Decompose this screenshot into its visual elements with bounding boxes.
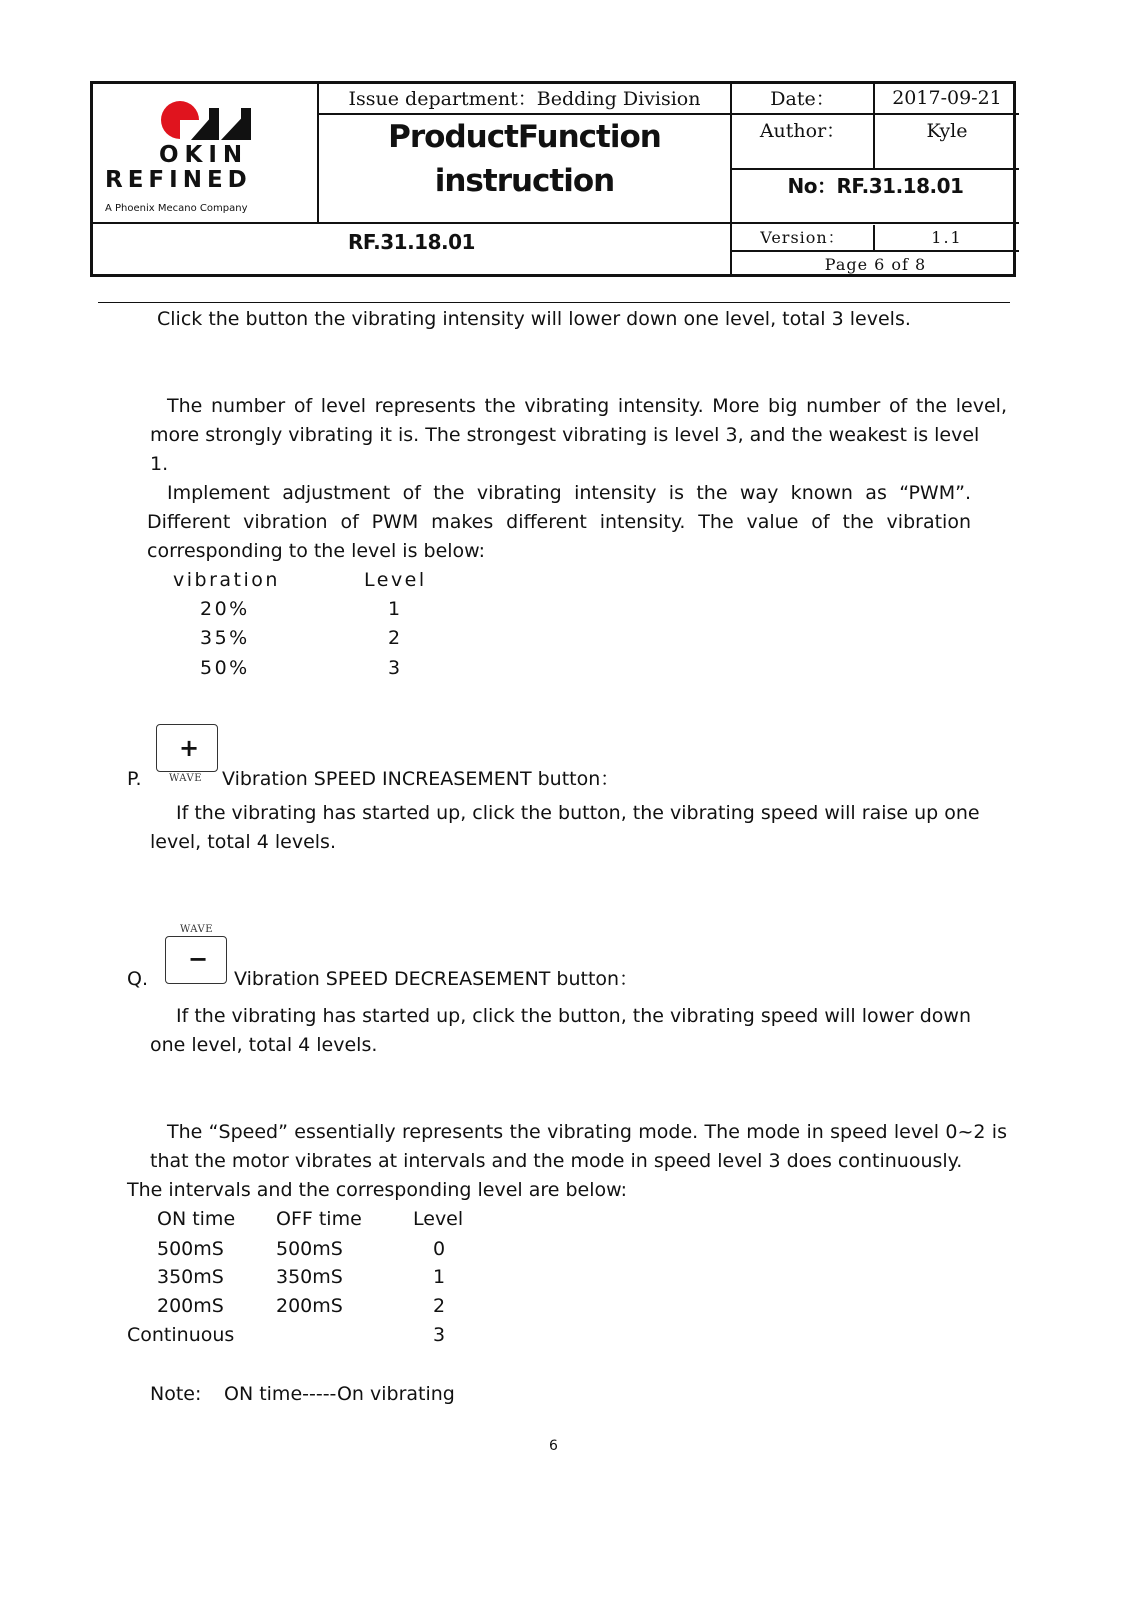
pwm-paragraph-line3: corresponding to the level is below: bbox=[147, 540, 486, 562]
level-paragraph-line3: 1. bbox=[150, 453, 169, 475]
item-q-title: Vibration SPEED DECREASEMENT button： bbox=[234, 968, 639, 990]
item-q-desc-line2: one level, total 4 levels. bbox=[150, 1034, 378, 1056]
vib-row-1-level: 1 bbox=[388, 598, 401, 620]
item-p-desc-line2: level, total 4 levels. bbox=[150, 831, 336, 853]
speed-paragraph-line3: The intervals and the corresponding level are below: bbox=[127, 1179, 628, 1201]
version-value: 1.1 bbox=[931, 228, 963, 247]
speed-row-1-level: 0 bbox=[433, 1238, 446, 1260]
level-paragraph-line2: more strongly vibrating it is. The strongest vibrating is level 3, and the weakest is level bbox=[150, 424, 980, 446]
level-paragraph-line1: The number of level represents the vibrating intensity. More big number of the level, bbox=[167, 395, 1007, 417]
vib-row-2-level: 2 bbox=[388, 627, 401, 649]
page-indicator: Page 6 of 8 bbox=[824, 255, 927, 274]
version-label: Version： bbox=[760, 228, 845, 247]
document-title-line2: instruction bbox=[434, 163, 615, 199]
note-label: Note: bbox=[150, 1383, 202, 1405]
logo-text-okin: OKIN bbox=[159, 142, 249, 168]
plus-icon: + bbox=[179, 734, 200, 762]
pwm-paragraph-line2: Different vibration of PWM makes different intensity. The value of the vibration bbox=[147, 511, 971, 533]
item-p-marker: P. bbox=[127, 768, 142, 790]
speed-row-3-level: 2 bbox=[433, 1295, 446, 1317]
author-value: Kyle bbox=[926, 120, 968, 142]
speed-row-2-level: 1 bbox=[433, 1266, 446, 1288]
speed-paragraph-line1: The “Speed” essentially represents the vibrating mode. The mode in speed level 0~2 is bbox=[167, 1121, 1007, 1143]
speed-row-1-off: 500mS bbox=[276, 1238, 343, 1260]
speed-row-4-on: Continuous bbox=[127, 1324, 235, 1346]
item-p-title: Vibration SPEED INCREASEMENT button： bbox=[222, 768, 620, 790]
document-number: No：RF.31.18.01 bbox=[787, 174, 964, 198]
date-label: Date： bbox=[770, 88, 835, 110]
vib-header-level: Level bbox=[364, 569, 427, 591]
speed-row-3-off: 200mS bbox=[276, 1295, 343, 1317]
company-logo bbox=[93, 84, 317, 222]
document-title-line1: ProductFunction bbox=[388, 119, 661, 155]
issue-department: Issue department：Bedding Division bbox=[348, 88, 701, 110]
vib-row-3-value: 50% bbox=[200, 657, 250, 679]
minus-icon: − bbox=[188, 945, 209, 973]
vib-header-vibration: vibration bbox=[173, 569, 280, 591]
item-q-marker: Q. bbox=[127, 968, 148, 990]
intro-line: Click the button the vibrating intensity will lower down one level, total 3 levels. bbox=[157, 308, 911, 330]
wave-caption-p: WAVE bbox=[169, 773, 203, 784]
speed-header-level: Level bbox=[413, 1208, 464, 1230]
author-label: Author： bbox=[759, 120, 846, 142]
wave-caption-q: WAVE bbox=[180, 924, 214, 935]
speed-paragraph-line2: that the motor vibrates at intervals and the mode in speed level 3 does continuously. bbox=[150, 1150, 963, 1172]
document-code: RF.31.18.01 bbox=[348, 230, 475, 254]
vib-row-2-value: 35% bbox=[200, 627, 250, 649]
note-text: ON time-----On vibrating bbox=[224, 1383, 455, 1405]
header-separator bbox=[98, 302, 1010, 303]
speed-header-off: OFF time bbox=[276, 1208, 362, 1230]
speed-row-3-on: 200mS bbox=[157, 1295, 224, 1317]
speed-row-2-on: 350mS bbox=[157, 1266, 224, 1288]
speed-row-1-on: 500mS bbox=[157, 1238, 224, 1260]
speed-header-on: ON time bbox=[157, 1208, 236, 1230]
wave-decrease-button-image bbox=[165, 936, 227, 984]
date-value: 2017-09-21 bbox=[892, 87, 1002, 109]
document-header-table bbox=[90, 81, 1016, 277]
footer-page-number: 6 bbox=[549, 1438, 558, 1454]
logo-text-refined: REFINED bbox=[105, 167, 252, 193]
vib-row-1-value: 20% bbox=[200, 598, 250, 620]
vib-row-3-level: 3 bbox=[388, 657, 401, 679]
logo-tagline: A Phoenix Mecano Company bbox=[105, 203, 248, 214]
item-p-desc-line1: If the vibrating has started up, click the button, the vibrating speed will raise up one bbox=[176, 802, 980, 824]
speed-row-4-level: 3 bbox=[433, 1324, 446, 1346]
item-q-desc-line1: If the vibrating has started up, click the button, the vibrating speed will lower down bbox=[176, 1005, 972, 1027]
wave-increase-button-image bbox=[156, 724, 218, 772]
speed-row-2-off: 350mS bbox=[276, 1266, 343, 1288]
pwm-paragraph-line1: Implement adjustment of the vibrating intensity is the way known as “PWM”. bbox=[167, 482, 971, 504]
